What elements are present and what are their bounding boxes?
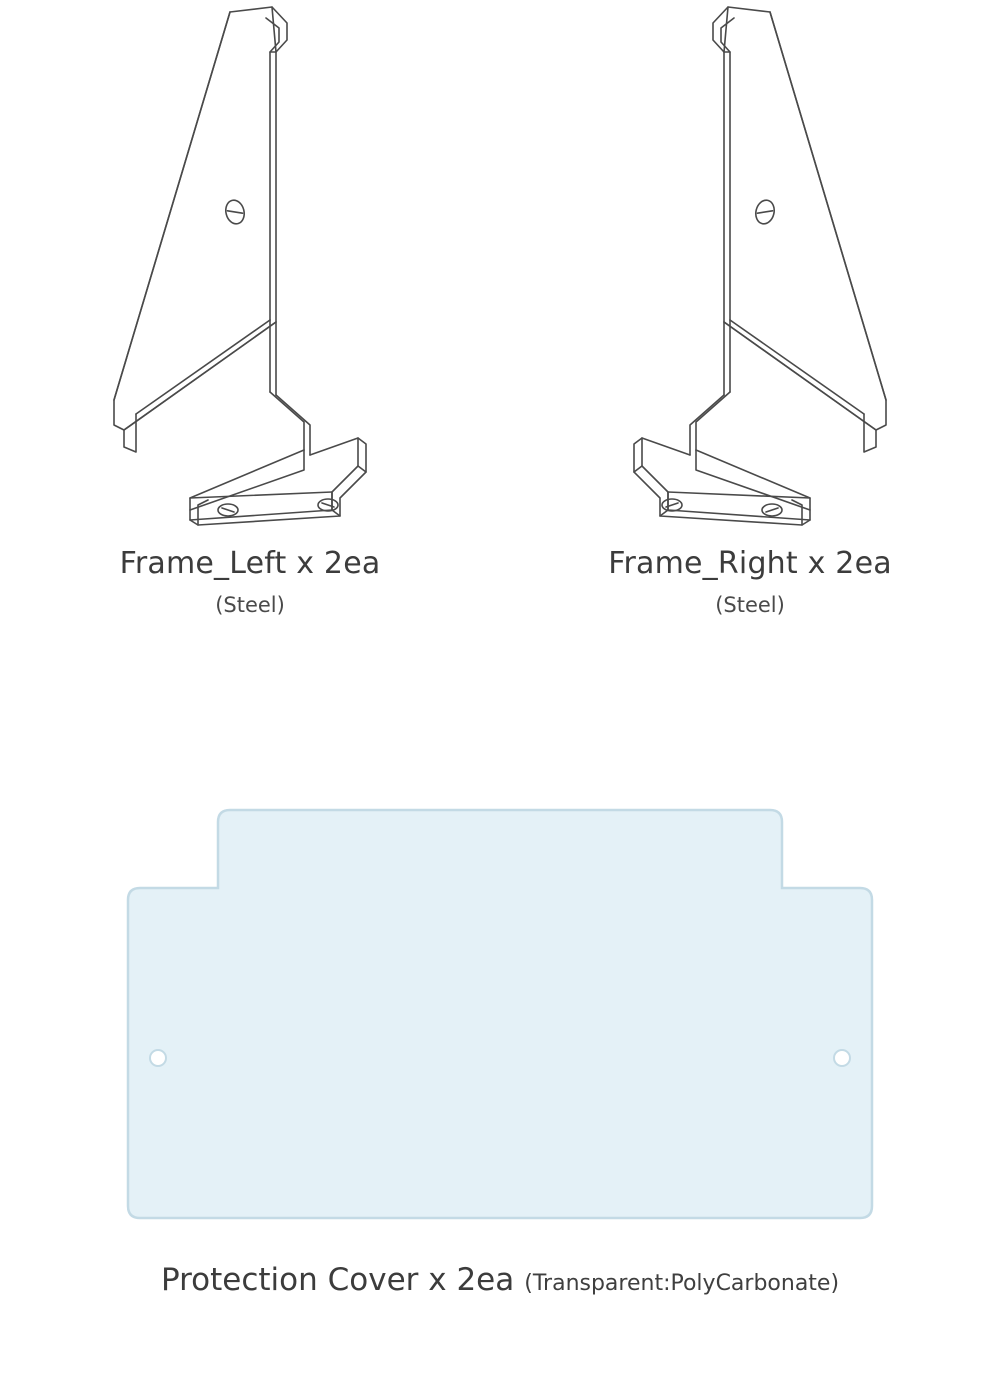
frame-left-bracket-icon bbox=[40, 0, 460, 545]
protection-cover-material: (Transparent:PolyCarbonate) bbox=[524, 1271, 840, 1296]
frame-right-material: (Steel) bbox=[715, 593, 785, 617]
frame-parts-row bbox=[0, 0, 1000, 690]
protection-cover-panel-icon bbox=[110, 800, 890, 1230]
protection-cover-title: Protection Cover x 2ea bbox=[160, 1262, 515, 1298]
frame-right-bracket-icon bbox=[540, 0, 960, 545]
frame-left-title: Frame_Left x 2ea bbox=[119, 546, 381, 581]
frame-right-title: Frame_Right x 2ea bbox=[608, 546, 892, 581]
part-frame-right bbox=[500, 0, 1000, 690]
part-frame-left bbox=[0, 0, 500, 690]
frame-left-material: (Steel) bbox=[215, 593, 285, 617]
protection-cover-caption bbox=[161, 1262, 839, 1298]
protection-cover-block bbox=[0, 800, 1000, 1360]
